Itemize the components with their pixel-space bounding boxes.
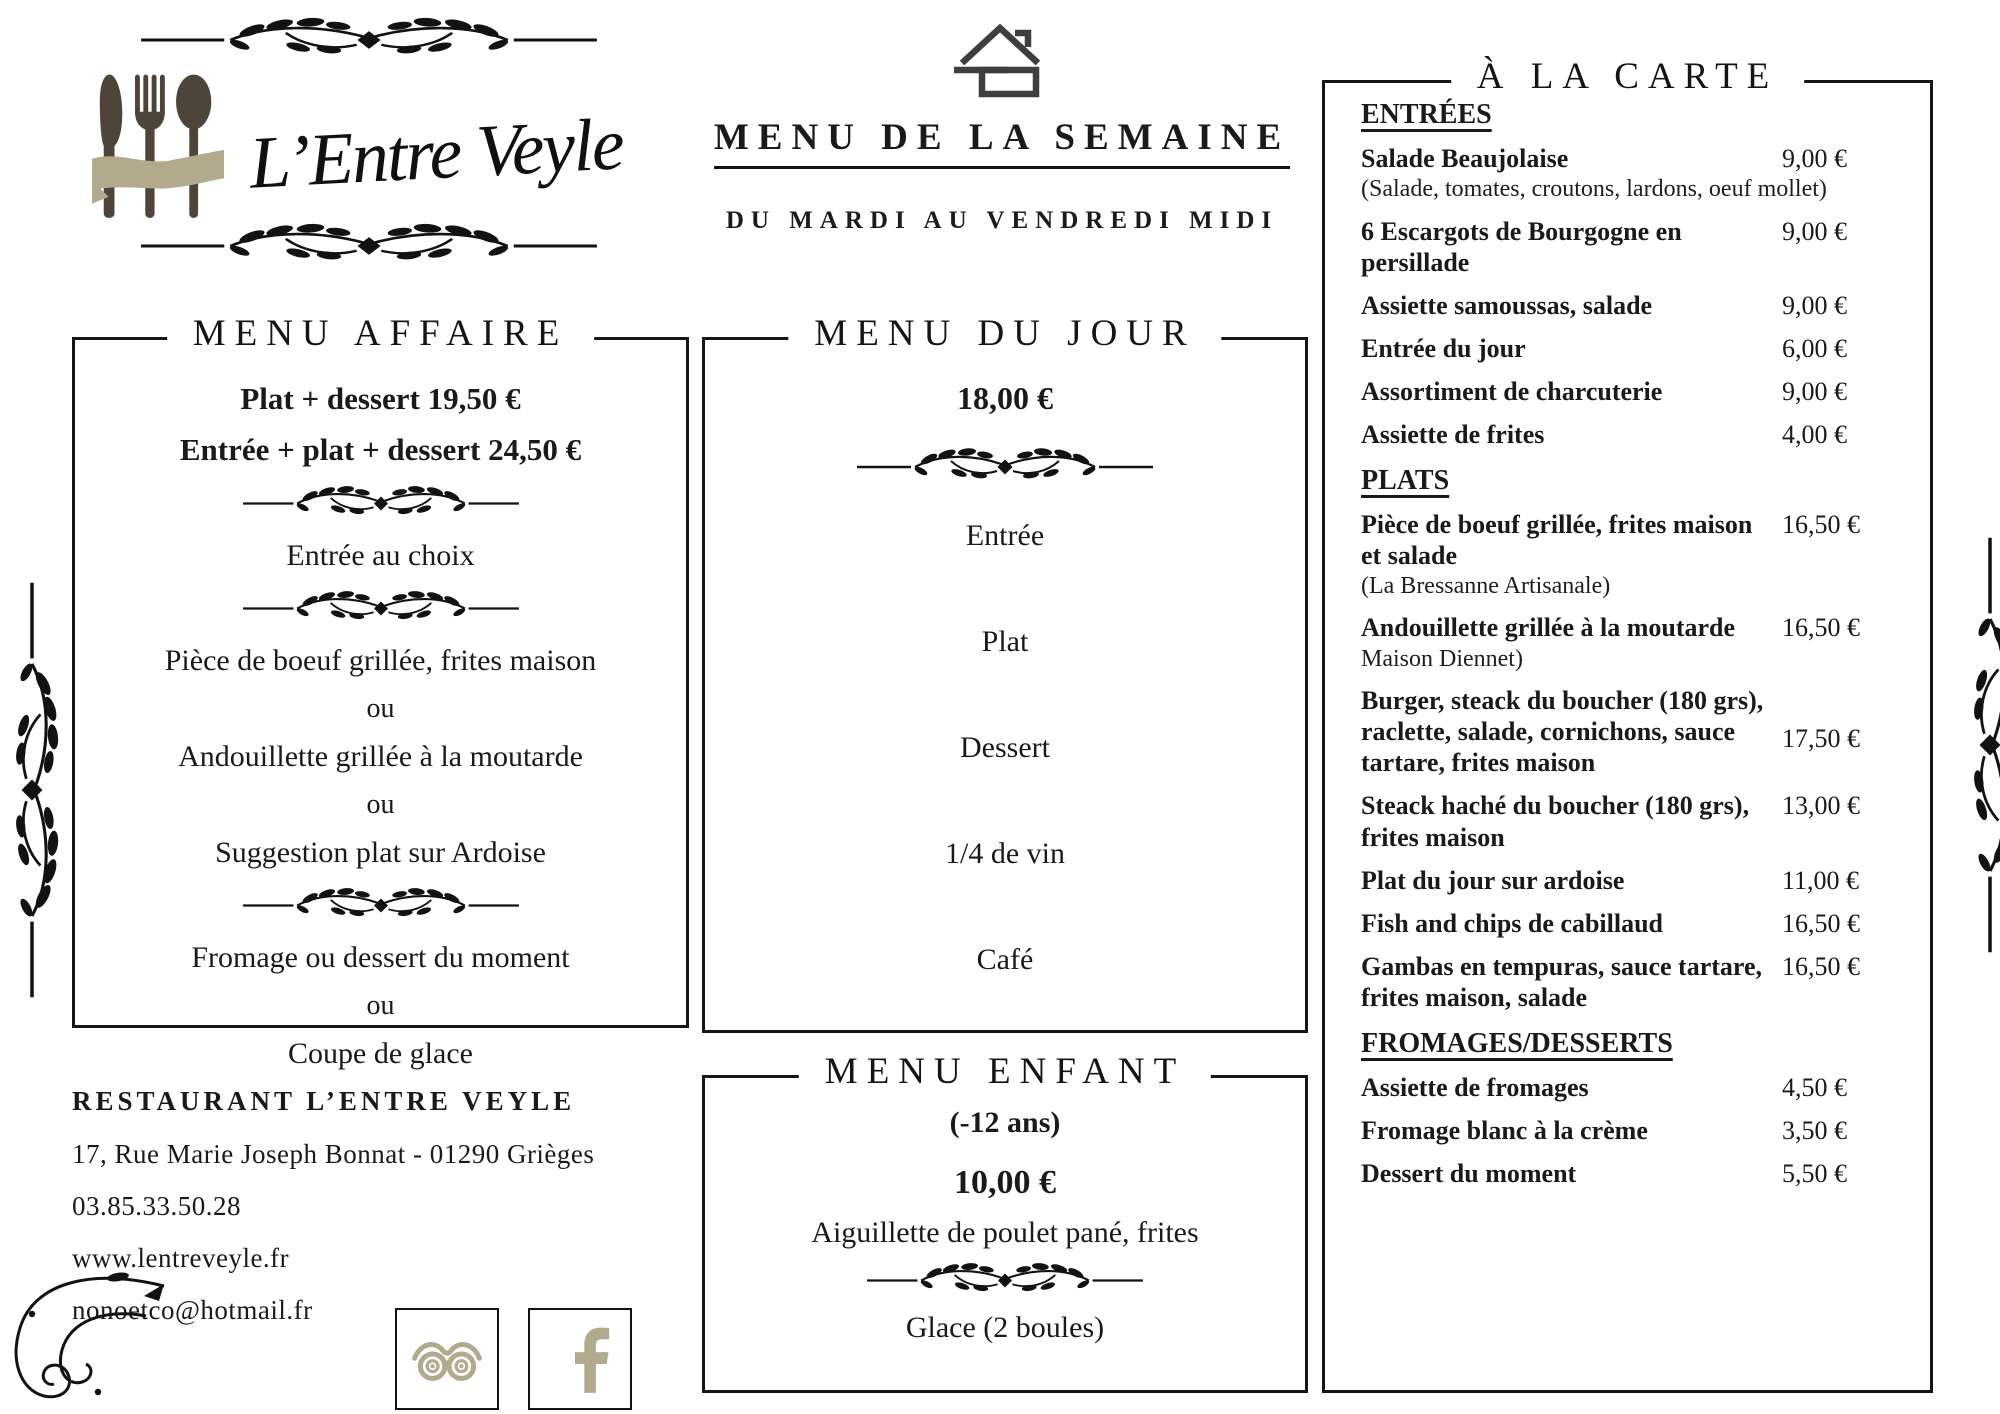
leaf-divider-icon	[865, 1260, 1145, 1301]
house-icon	[952, 16, 1048, 102]
item-price: 16,50 €	[1782, 952, 1860, 982]
item-name: Assiette samoussas, salade	[1361, 290, 1653, 320]
item-desc: (La Bressanne Artisanale)	[1361, 573, 1611, 599]
menu-enfant-age: (-12 ans)	[949, 1106, 1061, 1139]
section-heading: PLATS	[1361, 464, 1450, 496]
leaf-branch-icon	[1, 580, 63, 1000]
cutlery-icon	[92, 66, 224, 228]
menu-line: Café	[976, 943, 1034, 976]
website-link[interactable]: www.lentreveyle.fr	[72, 1243, 290, 1273]
menu-line: Andouillette grillée à la moutarde	[178, 740, 583, 773]
item-price: 5,50 €	[1782, 1158, 1847, 1188]
email-link[interactable]: nonoetco@hotmail.fr	[72, 1295, 313, 1325]
menu-price: 10,00 €	[954, 1164, 1056, 1201]
item-price: 9,00 €	[1782, 216, 1847, 246]
menu-line: Suggestion plat sur Ardoise	[215, 836, 546, 869]
item-name: Dessert du moment	[1361, 1158, 1577, 1188]
item-price: 16,50 €	[1782, 908, 1860, 938]
menu-item	[1361, 333, 1904, 364]
item-price: 4,50 €	[1782, 1072, 1847, 1102]
menu-line: 1/4 de vin	[945, 837, 1065, 870]
item-price: 4,00 €	[1782, 420, 1847, 450]
restaurant-logo-name: L’Entre Veyle	[247, 102, 625, 205]
menu-item	[1361, 216, 1904, 278]
item-price: 9,00 €	[1782, 377, 1847, 407]
leaf-divider-icon	[138, 220, 600, 272]
item-name: 6 Escargots de Bourgogne en persillade	[1361, 216, 1682, 277]
item-price: 16,50 €	[1782, 509, 1860, 539]
corner-flourish-icon	[0, 1264, 168, 1414]
item-name: Entrée du jour	[1361, 334, 1526, 364]
menu-affaire-title: MENU AFFAIRE	[167, 312, 595, 355]
restaurant-name: RESTAURANT L’ENTRE VEYLE	[72, 1086, 576, 1116]
item-price: 9,00 €	[1782, 144, 1847, 173]
menu-line: Aiguillette de poulet pané, frites	[811, 1216, 1199, 1249]
item-name: Assiette de fromages	[1361, 1072, 1589, 1102]
item-price: 17,50 €	[1782, 723, 1860, 753]
page-subtitle: DU MARDI AU VENDREDI MIDI	[725, 207, 1279, 234]
menu-item	[1361, 865, 1904, 896]
facebook-link[interactable]	[528, 1308, 632, 1410]
formula-line: Entrée + plat + dessert 24,50 €	[179, 432, 582, 467]
item-name: Fish and chips de cabillaud	[1361, 908, 1663, 938]
leaf-divider-icon	[241, 588, 521, 629]
item-desc: Maison Diennet)	[1361, 645, 1523, 672]
menu-item	[1361, 1115, 1904, 1146]
item-price: 13,00 €	[1782, 791, 1860, 821]
page-title-text: MENU DE LA SEMAINE	[714, 116, 1290, 169]
tripadvisor-link[interactable]	[395, 1308, 499, 1410]
item-name: Plat du jour sur ardoise	[1361, 865, 1625, 895]
menu-item	[1361, 143, 1904, 174]
item-desc: (Salade, tomates, croutons, lardons, oeuf mollet)	[1361, 176, 1827, 203]
a-la-carte-title: À LA CARTE	[1451, 55, 1805, 98]
menu-line: Plat	[981, 625, 1029, 658]
item-name: Salade Beaujolaise	[1361, 144, 1569, 173]
menu-line: Coupe de glace	[288, 1037, 473, 1070]
item-name: Fromage blanc à la crème	[1361, 1115, 1648, 1145]
ou-line: ou	[366, 990, 395, 1021]
menu-du-jour-panel	[702, 313, 1308, 1033]
item-name: Pièce de boeuf grillée, frites maison et salade	[1361, 509, 1753, 570]
facebook-f-icon	[544, 1323, 616, 1395]
menu-item	[1361, 790, 1904, 852]
menu-item	[1361, 1158, 1904, 1189]
item-name: Andouillette grillée à la moutarde	[1361, 613, 1736, 643]
address-line: 17, Rue Marie Joseph Bonnat - 01290 Grièges	[72, 1139, 595, 1169]
leaf-divider-icon	[855, 445, 1155, 489]
section-heading: ENTRÉES	[1361, 99, 1492, 130]
menu-item	[1361, 685, 1904, 779]
item-price: 9,00 €	[1782, 290, 1847, 320]
item-price: 16,50 €	[1782, 613, 1860, 643]
leaf-branch-icon	[1959, 535, 2000, 955]
menu-enfant-panel	[702, 1051, 1308, 1393]
leaf-divider-icon	[241, 885, 521, 926]
item-name: Assiette de frites	[1361, 420, 1545, 450]
menu-item	[1361, 612, 1904, 643]
menu-line: Entrée au choix	[286, 539, 475, 572]
menu-enfant-title: MENU ENFANT	[799, 1050, 1211, 1093]
item-price: 3,50 €	[1782, 1115, 1847, 1145]
menu-item	[1361, 419, 1904, 450]
menu-du-jour-title: MENU DU JOUR	[788, 312, 1221, 355]
item-price: 11,00 €	[1782, 865, 1860, 895]
menu-item	[1361, 509, 1904, 571]
menu-line: Dessert	[960, 731, 1050, 764]
leaf-divider-icon	[241, 483, 521, 524]
item-price: 6,00 €	[1782, 334, 1847, 364]
phone-number: 03.85.33.50.28	[72, 1191, 241, 1221]
ou-line: ou	[366, 693, 395, 724]
item-name: Assortiment de charcuterie	[1361, 377, 1663, 407]
page-title	[702, 116, 1302, 169]
item-name: Burger, steack du boucher (180 grs), raclette, salade, cornichons, sauce tartare, frites maison	[1361, 685, 1764, 778]
menu-item	[1361, 376, 1904, 407]
formula-line: Plat + dessert 19,50 €	[240, 381, 521, 416]
menu-line: Entrée	[965, 519, 1045, 552]
item-name: Gambas en tempuras, sauce tartare, frites maison, salade	[1361, 952, 1763, 1013]
menu-line: Fromage ou dessert du moment	[191, 941, 570, 974]
menu-affaire-panel	[72, 313, 689, 1070]
section-heading: FROMAGES/DESSERTS	[1361, 1027, 1673, 1059]
item-name: Steack haché du boucher (180 grs), frites maison	[1361, 791, 1750, 852]
menu-item	[1361, 1072, 1904, 1103]
ou-line: ou	[366, 789, 395, 820]
menu-line: Glace (2 boules)	[905, 1311, 1105, 1344]
a-la-carte-panel	[1322, 56, 1933, 1393]
menu-item	[1361, 908, 1904, 939]
tripadvisor-owl-icon	[411, 1323, 483, 1395]
menu-item	[1361, 951, 1904, 1013]
leaf-divider-icon	[138, 14, 600, 66]
menu-line: Pièce de boeuf grillée, frites maison	[164, 644, 597, 677]
menu-price: 18,00 €	[957, 380, 1053, 416]
menu-item	[1361, 290, 1904, 321]
